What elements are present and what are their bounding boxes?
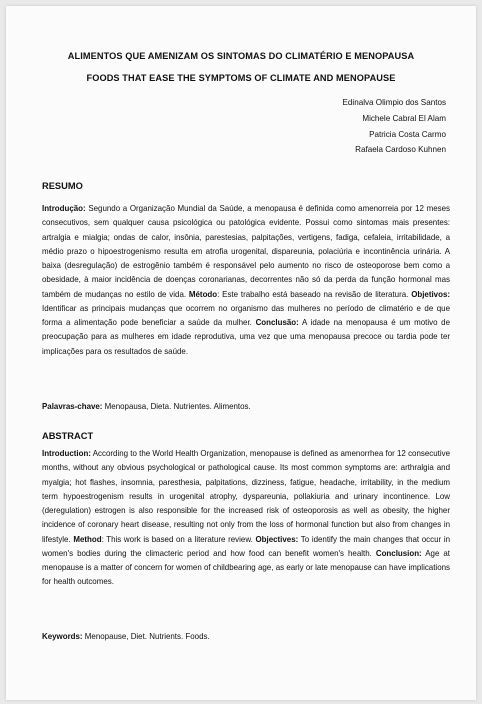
intro-label: Introdução: xyxy=(42,204,86,213)
conclusion-text: A idade na menopausa é um motivo de preocupação para as mulheres em idade reprodutiva, uma vez que uma menopausa precoce ou tardia pode ter implicações para os resultados de saúde. xyxy=(42,318,450,356)
author-name: Patricia Costa Carmo xyxy=(369,129,446,139)
objectives-label: Objectives: xyxy=(255,534,299,544)
objectives-text: Identificar as principais mudanças que ocorrem no organismo das mulheres no período de climatério e de que forma a alimentação pode beneficiar a saúde da mulher. xyxy=(42,303,450,327)
method-text: : This work is based on a literature review. xyxy=(101,534,256,544)
intro-text: Segundo a Organização Mundial da Saúde, a menopausa é definida como amenorreia por 12 meses consecutivos, sem qualquer causa psicológica ou patológica evidente. Possui como sintomas mais presentes: artralgia e mialgia; ondas de calor, insônia, parestesias, palpitações, vertigens, fadiga, cefaleia, irritabilidade, a médio prazo o hipoestrogenismo resulta em atrofia urogenital, dispareunia, polaciúria e incontinência urinária. A baixa (desregulação) de estrogênio também é responsável pelo aumento no risco de osteoporose bem como a obesidade, à maior incidência de doenças coronarianas, decorrentes não só da perda da função hormonal mas também de mudanças no estilo de vida. xyxy=(42,204,450,299)
resumo-keywords xyxy=(42,400,450,414)
resumo-paragraph xyxy=(42,202,450,359)
abstract-paragraph xyxy=(42,447,450,590)
conclusion-text: Age at menopause is a matter of concern for women of childbearing age, as early or late menopause can have implications for health outcomes. xyxy=(42,548,450,587)
conclusion-label: Conclusion: xyxy=(375,548,422,558)
method-label: Método xyxy=(188,289,218,299)
objectives-text: To identify the main changes that occur in women's bodies during the climacteric period and how food can benefit women's health. xyxy=(42,534,450,558)
conclusion-label: Conclusão: xyxy=(255,318,299,327)
title-portuguese: ALIMENTOS QUE AMENIZAM OS SINTOMAS DO CLIMATÉRIO E MENOPAUSA xyxy=(67,51,415,61)
author-name: Michele Cabral El Alam xyxy=(362,113,446,123)
abstract-keywords xyxy=(42,630,450,644)
method-text: : Este trabalho está baseado na revisão de literatura. xyxy=(217,289,412,299)
keywords-label: Keywords: xyxy=(42,632,83,641)
abstract-heading: ABSTRACT xyxy=(42,431,94,441)
author-list xyxy=(343,95,446,158)
keywords-text: Menopausa, Dieta. Nutrientes. Alimentos. xyxy=(102,402,251,411)
intro-text: According to the World Health Organization, menopause is defined as amenorrhea for 12 consecutive months, without any obvious psychological or pathological cause. Its most common symptoms are: arthralgia and myalgia; hot flashes, insomnia, paresthesia, palpitations, dizziness, fatigue, headache, irritability, in the medium term hypoestrogenism results in urogenital atrophy, dyspareunia, pollakiuria and urinary incontinence. Low (deregulation) estrogen is also responsible for the increased risk of osteoporosis as well as obesity, the higher incidence of coronary heart disease, resulting not only from the loss of hormonal function but also from changes in lifestyle. xyxy=(42,449,450,544)
keywords-text: Menopause, Diet. Nutrients. Foods. xyxy=(82,632,210,641)
intro-label: Introduction: xyxy=(42,449,91,458)
author-name: Edinalva Olimpio dos Santos xyxy=(342,98,446,107)
document-page xyxy=(6,6,476,700)
author-name: Rafaela Cardoso Kuhnen xyxy=(355,145,446,155)
keywords-label: Palavras-chave: xyxy=(42,402,103,411)
title-english: FOODS THAT EASE THE SYMPTOMS OF CLIMATE AND MENOPAUSE xyxy=(86,73,396,83)
method-label: Method xyxy=(73,534,102,544)
objectives-label: Objetivos: xyxy=(411,289,450,299)
resumo-heading: RESUMO xyxy=(42,181,83,191)
